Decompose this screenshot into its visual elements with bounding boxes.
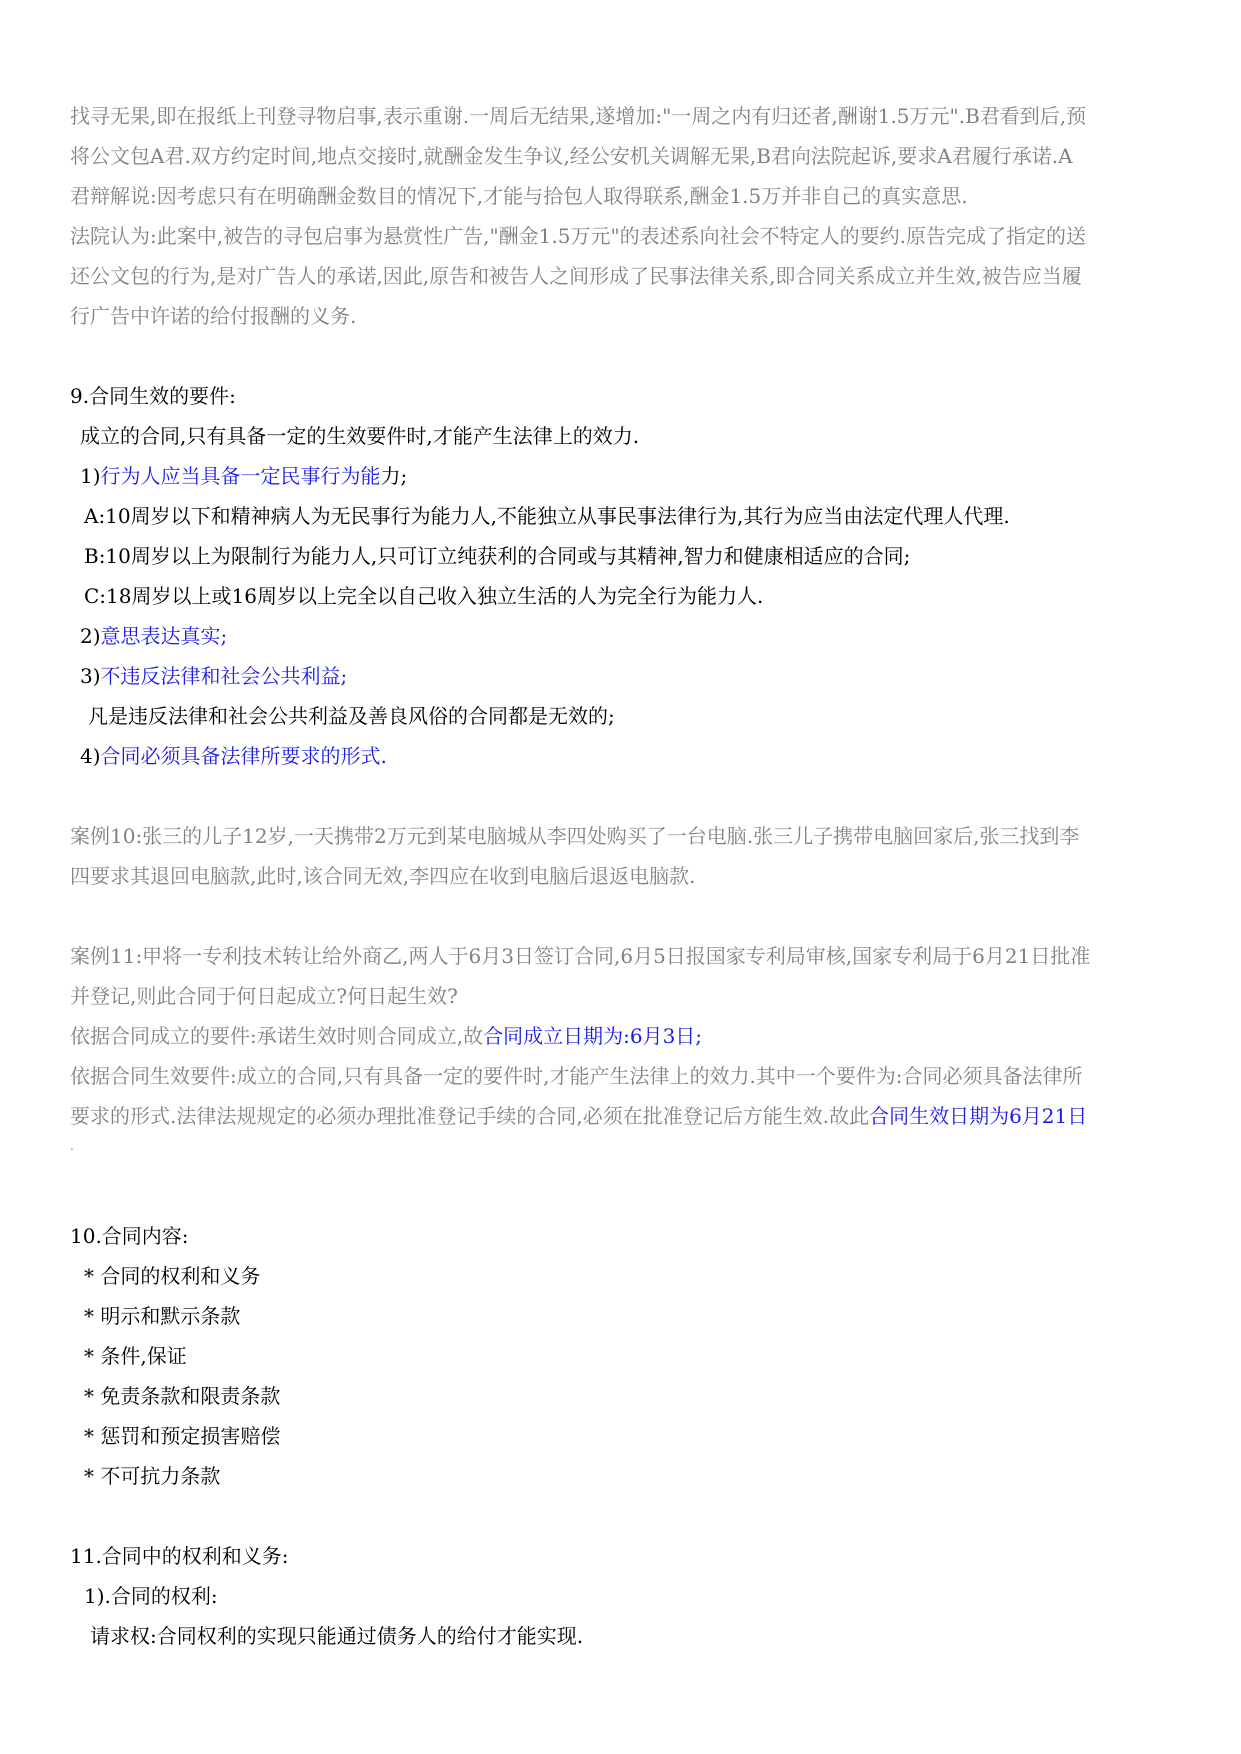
section10-item: * 明示和默示条款 [84,1304,241,1328]
section10-heading: 10.合同内容: [70,1224,189,1248]
effect-date: 合同生效日期为6月21日 [869,1104,1088,1128]
section9-intro: 成立的合同,只有具备一定的生效要件时,才能产生法律上的效力. [80,424,640,448]
case11-effect-line: 依据合同生效要件:成立的合同,只有具备一定的要件时,才能产生法律上的效力.其中一个要件为:合同必须具备法律所 [70,1064,1083,1088]
case11-line: 案例11:甲将一专利技术转让给外商乙,两人于6月3日签订合同,6月5日报国家专利局审核,国家专利局于6月21日批准 [70,944,1091,968]
section10-item: * 免责条款和限责条款 [84,1384,281,1408]
case10-line: 案例10:张三的儿子12岁,一天携带2万元到某电脑城从李四处购买了一台电脑.张三儿子携带电脑回家后,张三找到李 [70,824,1080,848]
spacer [70,1496,1175,1536]
case11-formation-line [70,1016,1175,1056]
case11-effect-line [70,1096,1175,1136]
case-intro-line: 将公文包A君.双方约定时间,地点交接时,就酬金发生争议,经公安机关调解无果,B君向法院起诉,要求A君履行承诺.A [70,144,1073,168]
section9-item4 [70,736,1175,776]
case11-trailing-period: . [70,1139,74,1153]
spacer [70,776,1175,816]
court-opinion-line: 行广告中许诺的给付报酬的义务. [70,304,357,328]
spacer [70,1166,1175,1216]
item3-highlight: 不违反法律和社会公共利益; [100,664,348,688]
section10-item: * 惩罚和预定损害赔偿 [84,1424,281,1448]
item1-highlight: 行为人应当具备一定民事行为能 [100,464,381,488]
item4-highlight: 合同必须具备法律所要求的形式. [100,744,387,768]
effect-reason: 要求的形式.法律法规规定的必须办理批准登记手续的合同,必须在批准登记后方能生效.故此 [70,1104,870,1128]
item2-prefix: 2) [80,624,101,648]
item1-prefix: 1) [80,464,101,488]
section9-sub-c: C:18周岁以上或16周岁以上完全以自己收入独立生活的人为完全行为能力人. [84,584,764,608]
case-intro-line: 找寻无果,即在报纸上刊登寻物启事,表示重谢.一周后无结果,遂增加:"一周之内有归还者,酬谢1.5万元".B君看到后,预 [70,104,1087,128]
section10-item: * 不可抗力条款 [84,1464,221,1488]
section9-item3-note: 凡是违反法律和社会公共利益及善良风俗的合同都是无效的; [88,704,615,728]
section9-item2 [70,616,1175,656]
section9-item1 [70,456,1175,496]
section9-sub-a: A:10周岁以下和精神病人为无民事行为能力人,不能独立从事民事法律行为,其行为应当由法定代理人代理. [84,504,1010,528]
section11-claim: 请求权:合同权利的实现只能通过债务人的给付才能实现. [90,1624,584,1648]
item1-suffix: 力; [380,464,408,488]
item3-prefix: 3) [80,664,101,688]
section10-item: * 合同的权利和义务 [84,1264,261,1288]
section11-sub1: 1).合同的权利: [84,1584,218,1608]
spacer [70,336,1175,376]
item4-prefix: 4) [80,744,101,768]
spacer [70,896,1175,936]
formation-reason: 依据合同成立的要件:承诺生效时则合同成立,故 [70,1024,484,1048]
court-opinion-line: 法院认为:此案中,被告的寻包启事为悬赏性广告,"酬金1.5万元"的表述系向社会不特定人的要约.原告完成了指定的送 [70,224,1087,248]
section9-sub-b: B:10周岁以上为限制行为能力人,只可订立纯获利的合同或与其精神,智力和健康相适应的合同; [84,544,911,568]
case11-line: 并登记,则此合同于何日起成立?何日起生效? [70,984,458,1008]
case-intro-line: 君辩解说:因考虑只有在明确酬金数目的情况下,才能与拾包人取得联系,酬金1.5万并非自己的真实意思. [70,184,968,208]
item2-highlight: 意思表达真实; [100,624,228,648]
section10-item: * 条件,保证 [84,1344,187,1368]
section9-heading: 9.合同生效的要件: [70,384,236,408]
section9-item3 [70,656,1175,696]
document-page [70,96,1175,1656]
formation-date: 合同成立日期为:6月3日; [483,1024,703,1048]
section11-heading: 11.合同中的权利和义务: [70,1544,289,1568]
case10-line: 四要求其退回电脑款,此时,该合同无效,李四应在收到电脑后退返电脑款. [70,864,696,888]
court-opinion-line: 还公文包的行为,是对广告人的承诺,因此,原告和被告人之间形成了民事法律关系,即合同关系成立并生效,被告应当履 [70,264,1082,288]
